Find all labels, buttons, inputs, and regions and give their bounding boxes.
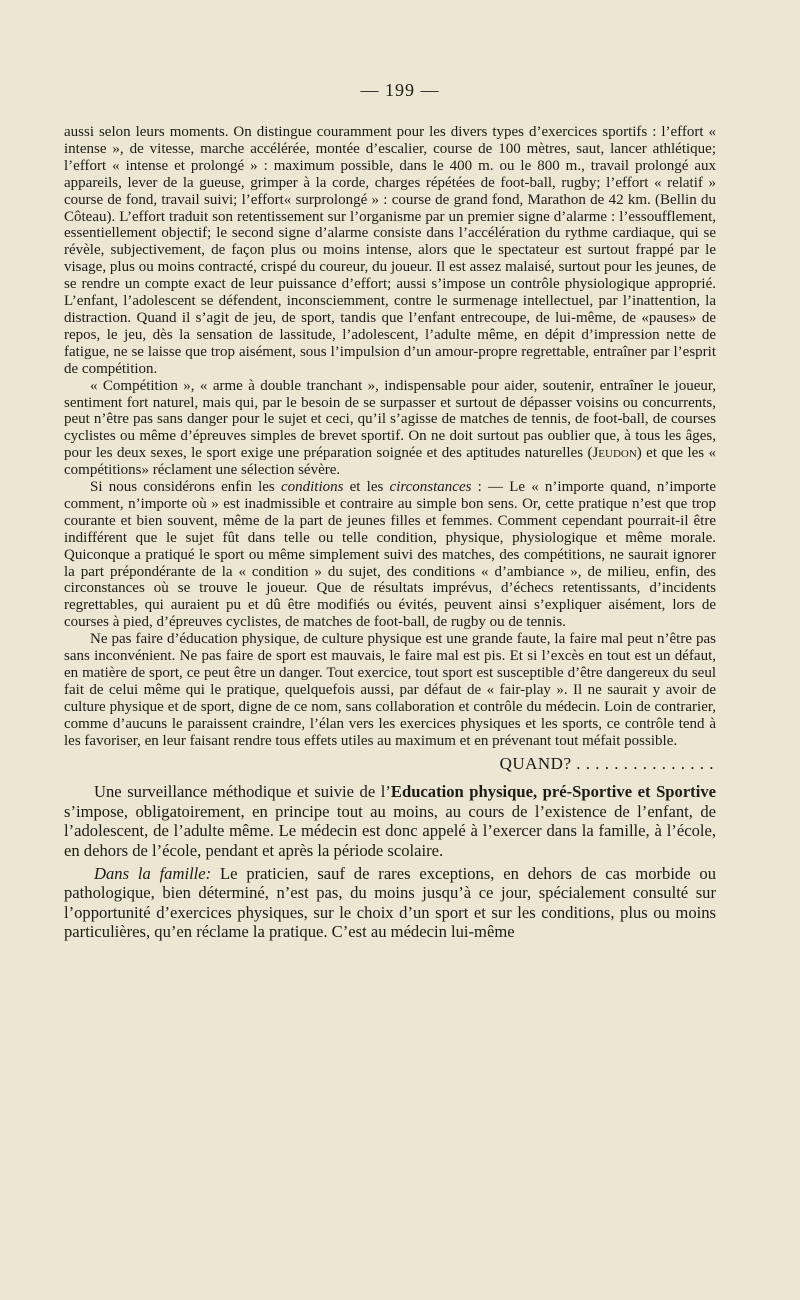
famille-text: Le praticien, sauf de rares exceptions, en dehors de cas morbide ou pathologique, bien déterminé, n’est pas, du moins jusqu’à ce jour, spécialement consulté sur l’opportunité d’exercices physiques, sur le choix d’un sport et sur les conditions, plus ou moins particulières, qu’en réclame la pratique. C’est au médecin lui-même [64, 864, 717, 942]
section-quand-body [64, 782, 716, 941]
competition-text-end: ) et que les « compétitions» réclament une sélection sévère. [64, 445, 716, 479]
surveillance-bold-term: Education physique, pré-Sportive et Sportive [390, 782, 716, 802]
surveillance-text: Une surveillance méthodique et suivie de l’ [94, 782, 391, 802]
page-number: — 199 — [360, 80, 440, 100]
conditions-term: conditions [280, 479, 344, 496]
conditions-joiner: et les [343, 479, 390, 496]
competition-text: « Compétition », « arme à double tranchant », indispensable pour aider, soutenir, entraîner le joueur, sentiment fort naturel, mais qui, par le besoin de se surpasser et surtout de dépasser voisins ou concurrents, peut n’être pas sans danger pour le sujet et ceci, qu’il s’agisse de matches de tennis, de foot-ball, de courses cyclistes ou même d’épreuves simples de brevet sportif. On ne doit surtout pas oublier que, à tous les âges, pour les deux sexes, le sport exige une préparation soignée et des aptitudes naturelles ( [64, 377, 716, 462]
conditions-intro: Si nous considérons enfin les [90, 479, 281, 496]
paragraph-competition [64, 378, 716, 479]
paragraph-surveillance [64, 782, 716, 860]
paragraph-famille [64, 864, 716, 942]
conditions-body: : — Le « n’importe quand, n’importe comment, n’importe où » est inadmissible et contraire au simple bon sens. Or, cette pratique n’est que trop courante et bien souvent, même de la part de jeunes filles et femmes. Comment cependant pourrait-il être indifférent que le sujet fût dans telle ou telle condition, physique, physiologique et même morale. Quiconque a pratiqué le sport ou même simplement suivi des matches, des compétitions, ne saurait ignorer la part prépondérante de la « condition » du sujet, des conditions « d’ambiance », de milieu, enfin, des circonstances où se trouve le joueur. Que de résultats imprévus, d’échecs retentissants, d’incidents regrettables, qui auraient pu et dû être modifiés ou évités, peuvent ainsi s’expliquer aisément, lors de courses à pied, d’épreuves cyclistes, de matches de foot-ball, de rugby ou de tennis. [64, 479, 716, 631]
paragraph-effort: aussi selon leurs moments. On distingue couramment pour les divers types d’exercices sportifs : l’effort « intense », de vitesse, marche accélérée, montée d’escalier, course de 100 mètres, saut, lancer athlétique; l’effort « intense et prolongé » : maximum possible, dans le 400 m. ou le 800 m., travail prolongé aux appareils, lever de la gueuse, grimper à la corde, charges répétées de foot-ball, rugby; l’effort « relatif » course de fond, travail suivi; l’effort« surprolongé » : course de grand fond, Marathon de 42 km. (Bellin du Côteau). L’effort traduit son retentissement sur l’organisme par un premier signe d’alarme : l’essoufflement, essentiellement objectif; le second signe d’alarme consiste dans l’accélération du rythme cardiaque, qui se révèle, subjectivement, de façon plus ou moins intense, alors que le spectateur est surtout frappé par le visage, plus ou moins contracté, crispé du coureur, du joueur. Il est assez malaisé, surtout pour les jeunes, de se rendre un compte exact de leur puissance d’effort; aussi s’impose un contrôle physiologique approprié. L’enfant, l’adolescent se défendent, inconsciemment, contre le surmenage intellectuel, par l’inattention, la distraction. Quand il s’agit de jeu, de sport, tandis que l’enfant entrecoupe, de lui-même, de «pauses» de repos, le jeu, dès la sensation de lassitude, l’adolescent, l’adulte même, en dépit d’impression nette de fatigue, ne se laisse que trop aisément, sous l’impulsion d’un amour-propre regrettable, entraîner par l’esprit de compétition. [64, 124, 716, 377]
circonstances-term: circonstances [389, 479, 472, 496]
famille-term: Dans la famille: [94, 864, 212, 884]
body-text [64, 124, 716, 942]
paragraph-conditions [64, 479, 716, 631]
surveillance-text-end: s’impose, obligatoirement, en principe tout au moins, au cours de l’existence de l’enfant, de l’adolescent, de l’adulte même. Le médecin est donc appelé à l’exercer dans la famille, à l’école, en dehors de l’école, pendant et après la période scolaire. [64, 801, 716, 860]
section-heading-quand: QUAND? . . . . . . . . . . . . . . . [499, 753, 714, 773]
paragraph-education: Ne pas faire d’éducation physique, de culture physique est une grande faute, la faire mal peut n’être pas sans inconvénient. Ne pas faire de sport est mauvais, le faire mal est pis. Et si l’excès en tout est un défaut, en matière de sport, ce peut être un danger. Tout exercice, tout sport est susceptible d’être dangereux du seul fait de celui même qui le pratique, quelquefois aussi, par défaut de « fair-play ». Il ne saurait y avoir de culture physique et de sport, digne de ce nom, sans collaboration et contrôle du médecin. Loin de contrarier, comme d’aucuns le paraissent craindre, l’élan vers les exercices physiques et les sports, ce contrôle tend à les favoriser, en leur faisant rendre tous effets utiles au maximum et en prévenant tout méfait possible. [64, 631, 716, 749]
author-reference: Jeudon [592, 445, 637, 462]
